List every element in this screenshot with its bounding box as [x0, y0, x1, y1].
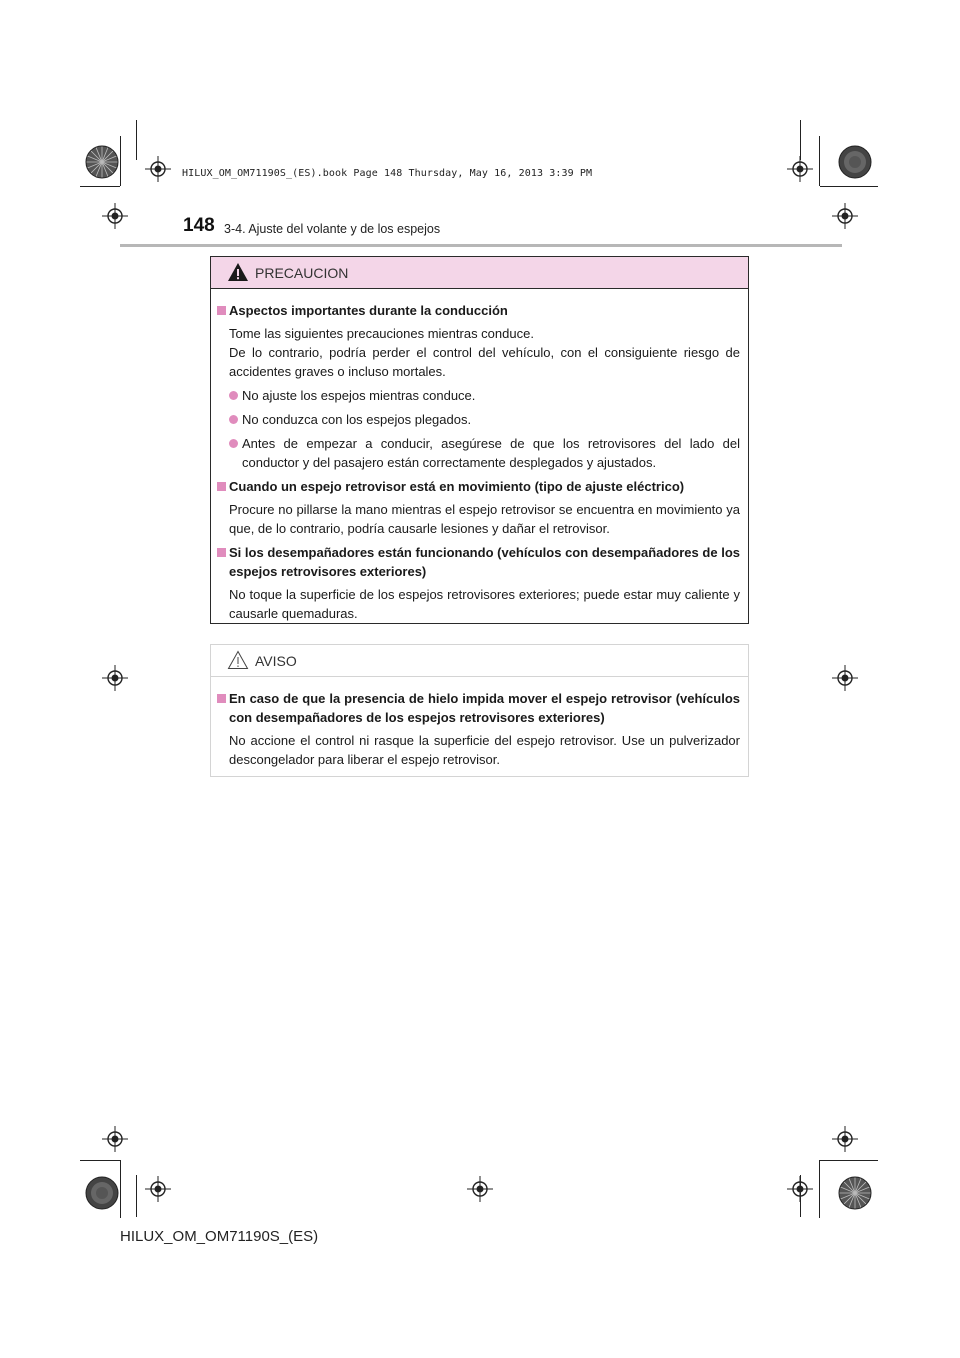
registration-mark-icon — [787, 1176, 813, 1202]
caution-item-title: Aspectos importantes durante la conducción — [229, 303, 508, 318]
notice-item-text: No accione el control ni rasque la superficie del espejo retrovisor. Use un pulverizador descongelador para liberar el espejo retrovisor. — [229, 733, 740, 767]
page-number: 148 — [183, 215, 215, 236]
caution-item — [215, 477, 740, 538]
caution-box — [210, 256, 749, 624]
caution-item-text: No toque la superficie de los espejos retrovisores exteriores; puede estar muy caliente y causarle quemaduras. — [229, 587, 740, 621]
registration-mark-icon — [102, 665, 128, 691]
list-item — [229, 410, 740, 429]
registration-mark-icon — [102, 1126, 128, 1152]
caution-item — [215, 543, 740, 623]
round-bullet-icon — [229, 439, 238, 448]
list-item-text: No ajuste los espejos mientras conduce. — [242, 388, 476, 403]
list-item — [229, 386, 740, 405]
round-bullet-icon — [229, 391, 238, 400]
header-rule — [120, 244, 842, 247]
caution-item-title: Cuando un espejo retrovisor está en movimiento (tipo de ajuste eléctrico) — [229, 479, 685, 494]
caution-header — [211, 257, 748, 289]
notice-label: AVISO — [255, 653, 297, 669]
calibration-wheel-icon — [838, 1176, 872, 1210]
caution-item-text: Tome las siguientes precauciones mientras conduce. — [229, 326, 534, 341]
registration-mark-icon — [787, 156, 813, 182]
registration-mark-icon — [832, 665, 858, 691]
list-item-text: No conduzca con los espejos plegados. — [242, 412, 472, 427]
caution-item-text: Procure no pillarse la mano mientras el espejo retrovisor se encuentra en movimiento ya que, de lo contrario, podría causarle lesiones y dañar el retrovisor. — [229, 502, 740, 536]
notice-item — [215, 689, 740, 769]
square-bullet-icon — [217, 306, 226, 315]
list-item-text: Antes de empezar a conducir, asegúrese de que los retrovisores del lado del conductor y del pasajero están correctamente desplegados y ajustados. — [242, 436, 740, 470]
caution-item-title: Si los desempañadores están funcionando (vehículos con desempañadores de los espejos retrovisores exteriores) — [229, 545, 740, 579]
notice-header — [211, 645, 748, 677]
notice-item-title: En caso de que la presencia de hielo impida mover el espejo retrovisor (vehículos con desempañadores de los espejos retrovisores exteriores) — [229, 691, 740, 725]
notice-triangle-icon — [227, 650, 249, 670]
notice-body — [211, 677, 748, 769]
registration-mark-icon — [832, 1126, 858, 1152]
registration-mark-icon — [832, 203, 858, 229]
caution-body — [211, 289, 748, 623]
caution-item-text: De lo contrario, podría perder el control del vehículo, con el consiguiente riesgo de accidentes graves o incluso mortales. — [229, 345, 740, 379]
square-bullet-icon — [217, 548, 226, 557]
square-bullet-icon — [217, 694, 226, 703]
caution-label: PRECAUCION — [255, 265, 349, 281]
registration-mark-icon — [145, 1176, 171, 1202]
notice-box — [210, 644, 749, 777]
section-title: 3-4. Ajuste del volante y de los espejos — [224, 222, 441, 236]
print-job-line: HILUX_OM_OM71190S_(ES).book Page 148 Thursday, May 16, 2013 3:39 PM — [182, 168, 593, 179]
caution-item — [215, 301, 740, 472]
calibration-wheel-icon — [85, 1176, 119, 1210]
round-bullet-icon — [229, 415, 238, 424]
registration-mark-icon — [467, 1176, 493, 1202]
registration-mark-icon — [145, 156, 171, 182]
model-code: HILUX_OM_OM71190S_(ES) — [120, 1228, 319, 1245]
calibration-wheel-icon — [838, 145, 872, 179]
list-item — [229, 434, 740, 472]
calibration-wheel-icon — [85, 145, 119, 179]
square-bullet-icon — [217, 482, 226, 491]
registration-mark-icon — [102, 203, 128, 229]
warning-icon — [227, 262, 249, 282]
